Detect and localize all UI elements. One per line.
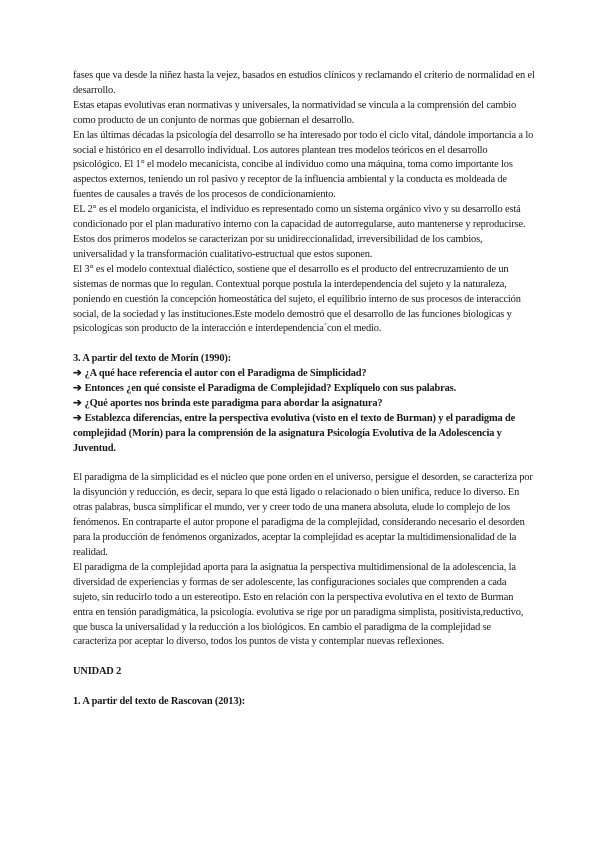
question-item [73, 382, 535, 397]
paragraph: El 3° es el modelo contextual dialéctico, sostiene que el desarrollo es el producto del entrecruzamiento de un sistemas de normas que lo regulan. Contextual porque postula la interdependencia del sujeto y la naturaleza, poniendo en cuestión la concepción homeostática del sujeto, el equilibrio interno de sus procesos de interacción social, de la sociedad y las instituciones.Este modelo demostró que el desarrollo de las funciones biologicas y psicologicas son producto de la interacción e interdependencia´con el medio. [73, 263, 521, 335]
question-item [73, 412, 535, 457]
spacer [73, 337, 535, 352]
question-item [73, 367, 535, 382]
question-text: ¿Qué aportes nos brinda este paradigma para abordar la asignatura? [84, 397, 383, 409]
document-body [73, 69, 535, 710]
question-text: Entonces ¿en qué consiste el Paradigma de Complejidad? Explíquelo con sus palabras. [84, 383, 457, 395]
question-item [73, 397, 535, 412]
section-heading: 1. A partir del texto de Rascovan (2013): [73, 696, 246, 707]
arrow-right-icon: ➔ [73, 383, 82, 395]
paragraph: En las últimas décadas la psicología del desarrollo se ha interesado por todo el ciclo vital, dándole importancia a lo social e histórico en el desarrollo individual. Los autores plantean tres modelos teóricos en el desarrollo psicológico. El 1° el modelo mecanicista, concibe al individuo como una máquina, toma como importante los aspectos externos, teniendo un rol pasivo y receptor de la influencia ambiental y la conducta es moldeada de fuentes de causales a través de los procesos de condicionamiento. [73, 129, 534, 201]
paragraph: Estas etapas evolutivas eran normativas y universales, la normatividad se vincula a la comprensión del cambio como producto de un conjunto de normas que gobiernan el desarrollo. [73, 99, 517, 126]
paragraph: El paradigma de la simplicidad es el núcleo que pone orden en el universo, persigue el desorden, se caracteriza por la disyunción y reducción, es decir, separa lo que está ligado o relacionado o bien unifica, reduce lo diverso. En otras palabras, busca simplificar el mundo, ver y creer todo de una manera absoluta, elude lo complejo de los fenómenos. En contraparte el autor propone el paradigma de la complejidad, considerando necesario el desorden para la producción de fenómenos organizados, aceptar la complejidad es aceptar la multidimensionalidad de la realidad. [73, 472, 533, 558]
question-text: Establezca diferencias, entre la perspectiva evolutiva (visto en el texto de Burman) y el paradigma de complejidad (Morín) para la comprensión de la asignatura Psicología Evolutiva de la Adolescencia y Juventud. [73, 412, 516, 454]
arrow-right-icon: ➔ [73, 397, 82, 409]
section-heading: 3. A partir del texto de Morín (1990): [73, 353, 232, 365]
question-text: ¿A qué hace referencia el autor con el Paradigma de Simplicidad? [84, 368, 367, 380]
spacer [73, 650, 535, 665]
paragraph: EL 2° es el modelo organicista, el individuo es representado como un sistema orgánico vivo y su desarrollo está condicionado por el plan maduratívo interno con la capacidad de autorregularse, auto mantenerse y reproducirse. Estos dos primeros modelos se caracterizan por su unidireccionalidad, irreversibilidad de los cambios, universalidad y la transformación cualitativo-estructual que estos suponen. [73, 204, 526, 260]
arrow-right-icon: ➔ [73, 412, 82, 424]
paragraph: El paradigma de la complejidad aporta para la asignatua la perspectiva multidimensional de la adolescencia, la diversidad de experiencias y formas de ser adolescente, las configuraciones sociales que comprenden a cada sujeto, sin reducirlo todo a un estereotipo. Esto en relación con la perspectiva evolutiva en el texto de Burman entra en tensión paradigmática, la psicología. evolutiva se rige por un paradigma simplista, positivista,reductivo, que busca la universalidad y la reducción a los biológicos. En cambio el paradigma de la complejidad se caracteriza por aceptar lo diverso, todos los puntos de vista y contemplar nuevas reflexiones. [73, 561, 524, 648]
paragraph: fases que va desde la niñez hasta la vejez, basados en estudios clínicos y reclamando el criterio de normalidad en el desarrollo. [73, 70, 535, 96]
arrow-right-icon: ➔ [73, 368, 82, 380]
spacer [73, 457, 535, 472]
spacer [73, 680, 535, 695]
unit-heading: UNIDAD 2 [73, 666, 122, 678]
